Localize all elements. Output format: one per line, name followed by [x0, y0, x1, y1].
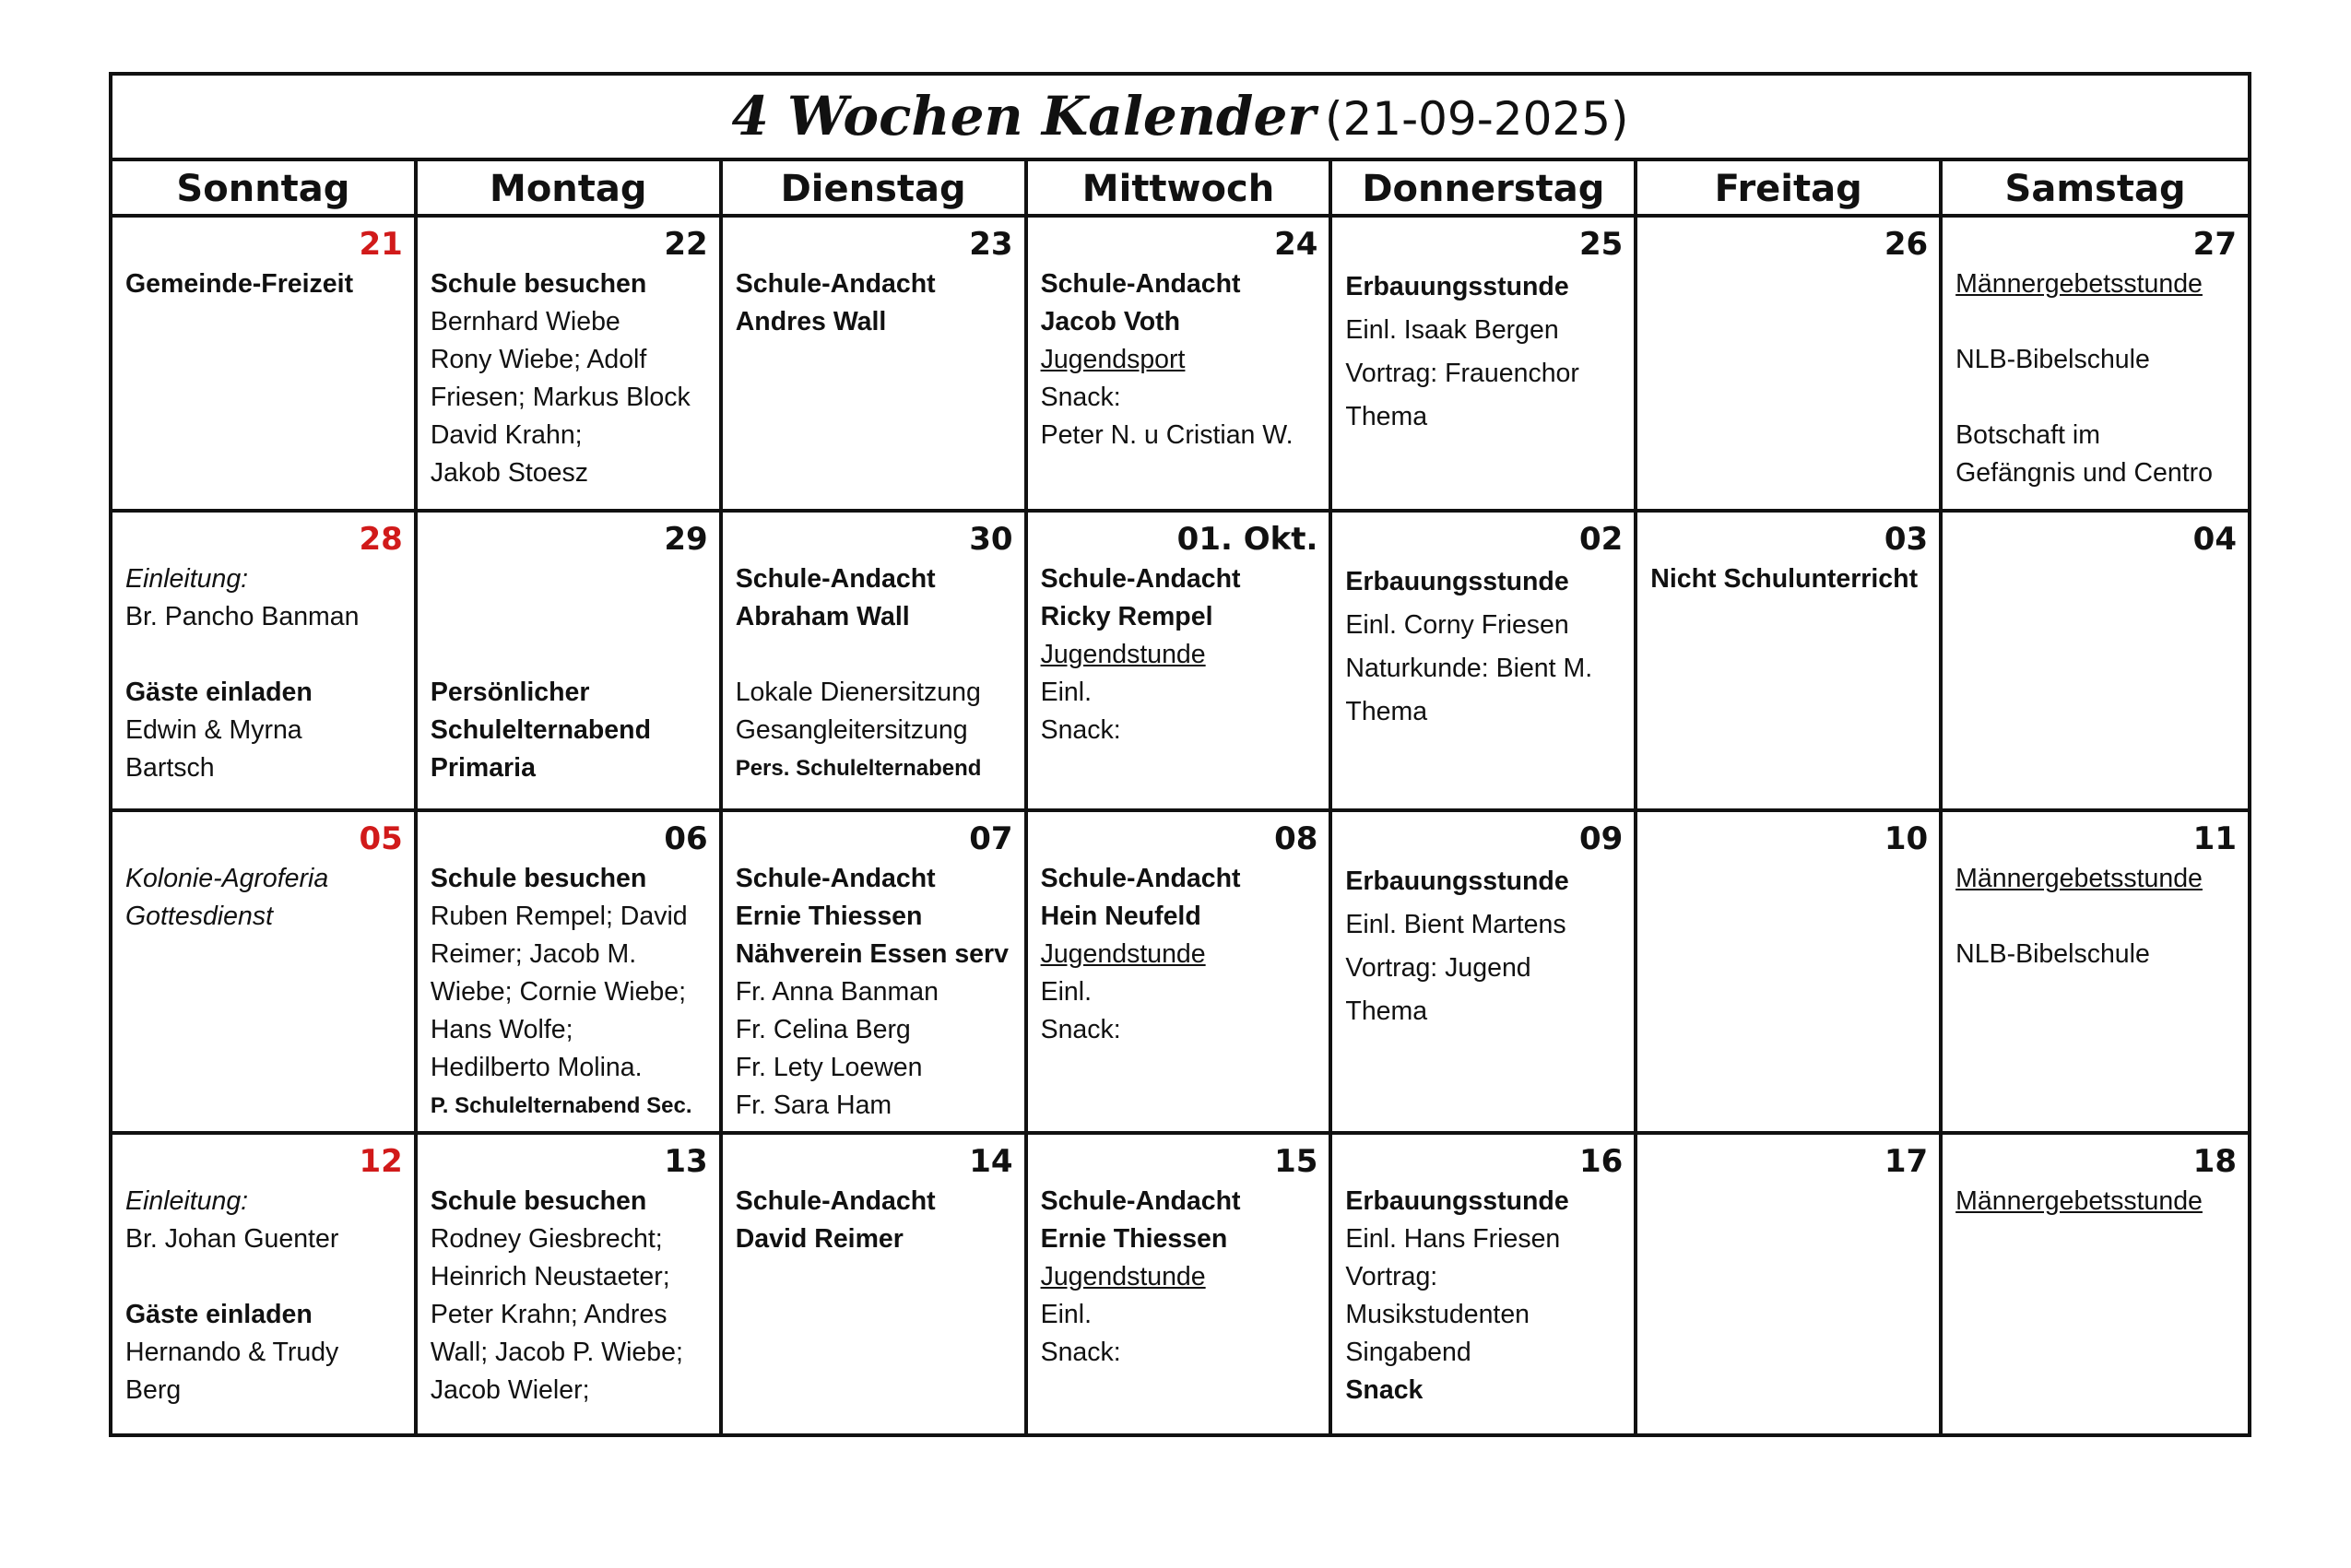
event-line: Schulelternabend: [430, 715, 651, 745]
event-line: Thema: [1345, 402, 1428, 431]
event-line: Berg: [125, 1375, 182, 1405]
event-line: [431, 598, 708, 636]
event-line: Snack:: [1040, 1015, 1121, 1044]
event-line: Jacob Wieler;: [430, 1375, 590, 1405]
weekday-sonntag: Sonntag: [112, 161, 418, 217]
day-number: 21: [359, 226, 403, 263]
calendar-title: [112, 76, 2248, 161]
event-line: [736, 636, 1013, 674]
event-line: Fr. Celina Berg: [735, 1015, 911, 1044]
event-line: Lokale Dienersitzung: [735, 678, 981, 707]
event-line: Br. Johan Guenter: [125, 1224, 339, 1254]
event-line: Snack:: [1040, 1338, 1121, 1367]
event-line: Erbauungsstunde: [1345, 867, 1569, 896]
event-line: Fr. Lety Loewen: [735, 1053, 923, 1082]
weekday-freitag: Freitag: [1637, 161, 1943, 217]
day-cell: [1943, 513, 2248, 808]
event-line: Rodney Giesbrecht;: [430, 1224, 663, 1254]
event-line: Heinrich Neustaeter;: [430, 1262, 670, 1291]
day-cell: [418, 218, 723, 509]
day-cell: [1943, 1135, 2248, 1433]
event-line: Vortrag: Frauenchor: [1345, 359, 1579, 388]
day-cell: [1332, 1135, 1637, 1433]
day-cell: [418, 513, 723, 808]
day-number: 24: [1274, 226, 1318, 263]
day-number: 03: [1884, 521, 1929, 558]
event-line: Schule besuchen: [430, 269, 647, 299]
event-line: Gäste einladen: [125, 1300, 313, 1329]
day-number: 25: [1578, 226, 1624, 263]
calendar-table: [109, 72, 2251, 1437]
event-line: Jacob Voth: [1040, 307, 1181, 336]
day-cell: [112, 513, 418, 808]
event-line: Schule-Andacht: [1040, 1186, 1241, 1216]
event-line: Snack:: [1040, 715, 1121, 745]
event-line: Schule besuchen: [430, 864, 647, 893]
event-line: Männergebetsstunde: [1955, 1186, 2203, 1216]
event-line: Reimer; Jacob M.: [430, 939, 637, 969]
event-line: Gemeinde-Freizeit: [125, 269, 354, 299]
event-line: Schule-Andacht: [1040, 564, 1241, 594]
event-line: Abraham Wall: [735, 602, 910, 631]
weekday-montag: Montag: [418, 161, 723, 217]
day-number: 27: [2192, 226, 2237, 263]
day-cell: [1637, 812, 1943, 1131]
event-line: Ricky Rempel: [1040, 602, 1213, 631]
title-text: 4 Wochen Kalender: [731, 85, 1316, 147]
event-line: Bernhard Wiebe: [430, 307, 620, 336]
event-line: Kolonie-Agroferia: [125, 864, 329, 893]
day-cell: [1943, 812, 2248, 1131]
event-line: Erbauungsstunde: [1345, 272, 1569, 301]
event-line: David Krahn;: [430, 420, 583, 450]
day-number: 07: [969, 820, 1013, 857]
day-number: 30: [969, 521, 1013, 558]
event-line: Snack: [1345, 1375, 1424, 1405]
event-line: Einl.: [1040, 678, 1093, 707]
event-line: [431, 560, 708, 598]
day-number: 28: [359, 521, 403, 558]
day-cell: [1028, 513, 1333, 808]
day-cell: [1028, 218, 1333, 509]
event-line: Einl. Isaak Bergen: [1345, 315, 1559, 345]
event-line: Fr. Sara Ham: [735, 1091, 892, 1120]
week-row: [112, 218, 2248, 513]
event-line: Jugendstunde: [1040, 640, 1206, 669]
day-number: 11: [2192, 820, 2237, 857]
weekday-donnerstag: Donnerstag: [1332, 161, 1637, 217]
day-cell: [723, 218, 1028, 509]
event-line: Rony Wiebe; Adolf: [430, 345, 647, 374]
weekday-mittwoch: Mittwoch: [1028, 161, 1333, 217]
day-cell: [1637, 218, 1943, 509]
event-line: Pers. Schulelternabend: [735, 756, 982, 781]
event-line: P. Schulelternabend Sec.: [430, 1093, 692, 1118]
event-line: [1955, 379, 2237, 417]
event-line: Jugendstunde: [1040, 939, 1206, 969]
event-line: Peter Krahn; Andres: [430, 1300, 667, 1329]
event-line: Wiebe; Cornie Wiebe;: [430, 977, 687, 1007]
event-line: Botschaft im: [1955, 420, 2100, 450]
day-number: 04: [2192, 521, 2237, 558]
event-line: Schule-Andacht: [1040, 269, 1241, 299]
event-line: Jugendstunde: [1040, 1262, 1206, 1291]
event-line: [431, 636, 708, 674]
event-line: Peter N. u Cristian W.: [1040, 420, 1294, 450]
event-line: Gäste einladen: [125, 678, 313, 707]
day-number: 29: [664, 521, 708, 558]
event-line: [125, 1258, 403, 1296]
day-cell: [723, 812, 1028, 1131]
event-line: Nicht Schulunterricht: [1650, 564, 1919, 594]
event-line: Einl.: [1040, 1300, 1093, 1329]
event-line: Singabend: [1345, 1338, 1471, 1367]
day-cell: [1637, 1135, 1943, 1433]
event-line: Schule-Andacht: [735, 1186, 936, 1216]
event-line: Einl. Corny Friesen: [1345, 610, 1569, 640]
event-line: Wall; Jacob P. Wiebe;: [430, 1338, 683, 1367]
event-line: Schule besuchen: [430, 1186, 647, 1216]
event-line: Hein Neufeld: [1040, 902, 1201, 931]
day-cell: [418, 1135, 723, 1433]
event-line: Ernie Thiessen: [735, 902, 923, 931]
event-line: [125, 636, 403, 674]
day-cell: [1332, 218, 1637, 509]
day-cell: [418, 812, 723, 1131]
event-line: Erbauungsstunde: [1345, 1186, 1569, 1216]
event-line: Jakob Stoesz: [430, 458, 588, 488]
event-line: Schule-Andacht: [735, 269, 936, 299]
event-line: NLB-Bibelschule: [1955, 939, 2150, 969]
event-line: Jugendsport: [1040, 345, 1186, 374]
day-number: 26: [1884, 226, 1929, 263]
day-cell: [1637, 513, 1943, 808]
event-line: Gefängnis und Centro: [1955, 458, 2213, 488]
day-cell: [112, 1135, 418, 1433]
event-line: Gesangleitersitzung: [735, 715, 968, 745]
event-line: Persönlicher: [430, 678, 590, 707]
week-row: [112, 1135, 2248, 1433]
event-line: Musikstudenten: [1345, 1300, 1530, 1329]
event-line: Ruben Rempel; David: [430, 902, 688, 931]
day-cell: [723, 1135, 1028, 1433]
day-cell: [1028, 1135, 1333, 1433]
day-number: 18: [2192, 1143, 2237, 1180]
day-number: 09: [1578, 820, 1624, 857]
day-cell: [1332, 812, 1637, 1131]
day-cell: [1943, 218, 2248, 509]
event-line: David Reimer: [735, 1224, 904, 1254]
title-date: (21-09-2025): [1324, 92, 1629, 146]
day-number: 23: [969, 226, 1013, 263]
day-cell: [112, 812, 418, 1131]
day-number: 14: [969, 1143, 1013, 1180]
event-line: Vortrag:: [1345, 1262, 1438, 1291]
day-number: 15: [1274, 1143, 1318, 1180]
day-number: 08: [1274, 820, 1318, 857]
event-line: Einl. Bient Martens: [1345, 910, 1566, 939]
day-number: 22: [664, 226, 708, 263]
day-number: 17: [1884, 1143, 1929, 1180]
event-line: Schule-Andacht: [1040, 864, 1241, 893]
day-cell: [723, 513, 1028, 808]
day-number: 10: [1884, 820, 1929, 857]
event-line: Bartsch: [125, 753, 215, 783]
event-line: Fr. Anna Banman: [735, 977, 939, 1007]
day-number: 06: [664, 820, 708, 857]
event-line: Männergebetsstunde: [1955, 864, 2203, 893]
event-line: Naturkunde: Bient M.: [1345, 654, 1593, 683]
day-cell: [1332, 513, 1637, 808]
event-line: Männergebetsstunde: [1955, 269, 2203, 299]
event-line: Einleitung:: [125, 1186, 249, 1216]
event-line: Schule-Andacht: [735, 564, 936, 594]
event-line: Hans Wolfe;: [430, 1015, 573, 1044]
event-line: Erbauungsstunde: [1345, 567, 1569, 596]
day-cell: [112, 218, 418, 509]
weekday-header-row: [112, 161, 2248, 218]
event-line: Thema: [1345, 996, 1428, 1026]
event-line: Vortrag: Jugend: [1345, 953, 1531, 983]
day-number: 01. Okt.: [1176, 521, 1318, 558]
event-line: Edwin & Myrna: [125, 715, 302, 745]
event-line: Hernando & Trudy: [125, 1338, 339, 1367]
event-line: Snack:: [1040, 383, 1121, 412]
event-line: Schule-Andacht: [735, 864, 936, 893]
event-line: Friesen; Markus Block: [430, 383, 691, 412]
event-line: [1955, 898, 2237, 936]
day-number: 13: [664, 1143, 708, 1180]
day-cell: [1028, 812, 1333, 1131]
event-line: Hedilberto Molina.: [430, 1053, 643, 1082]
weekday-dienstag: Dienstag: [723, 161, 1028, 217]
event-line: Nähverein Essen serv: [735, 939, 1009, 969]
event-line: Ernie Thiessen: [1040, 1224, 1228, 1254]
event-line: Br. Pancho Banman: [125, 602, 360, 631]
event-line: Andres Wall: [735, 307, 887, 336]
event-line: Einleitung:: [125, 564, 249, 594]
event-line: [1955, 303, 2237, 341]
day-number: 12: [359, 1143, 403, 1180]
day-number: 02: [1578, 521, 1624, 558]
day-number: 05: [359, 820, 403, 857]
day-number: 16: [1578, 1143, 1624, 1180]
event-line: Primaria: [430, 753, 536, 783]
event-line: Thema: [1345, 697, 1428, 726]
event-line: Einl. Hans Friesen: [1345, 1224, 1561, 1254]
week-row: [112, 513, 2248, 812]
event-line: Einl.: [1040, 977, 1093, 1007]
week-row: [112, 812, 2248, 1135]
event-line: Gottesdienst: [125, 902, 274, 931]
weekday-samstag: Samstag: [2004, 168, 2186, 210]
event-line: NLB-Bibelschule: [1955, 345, 2150, 374]
